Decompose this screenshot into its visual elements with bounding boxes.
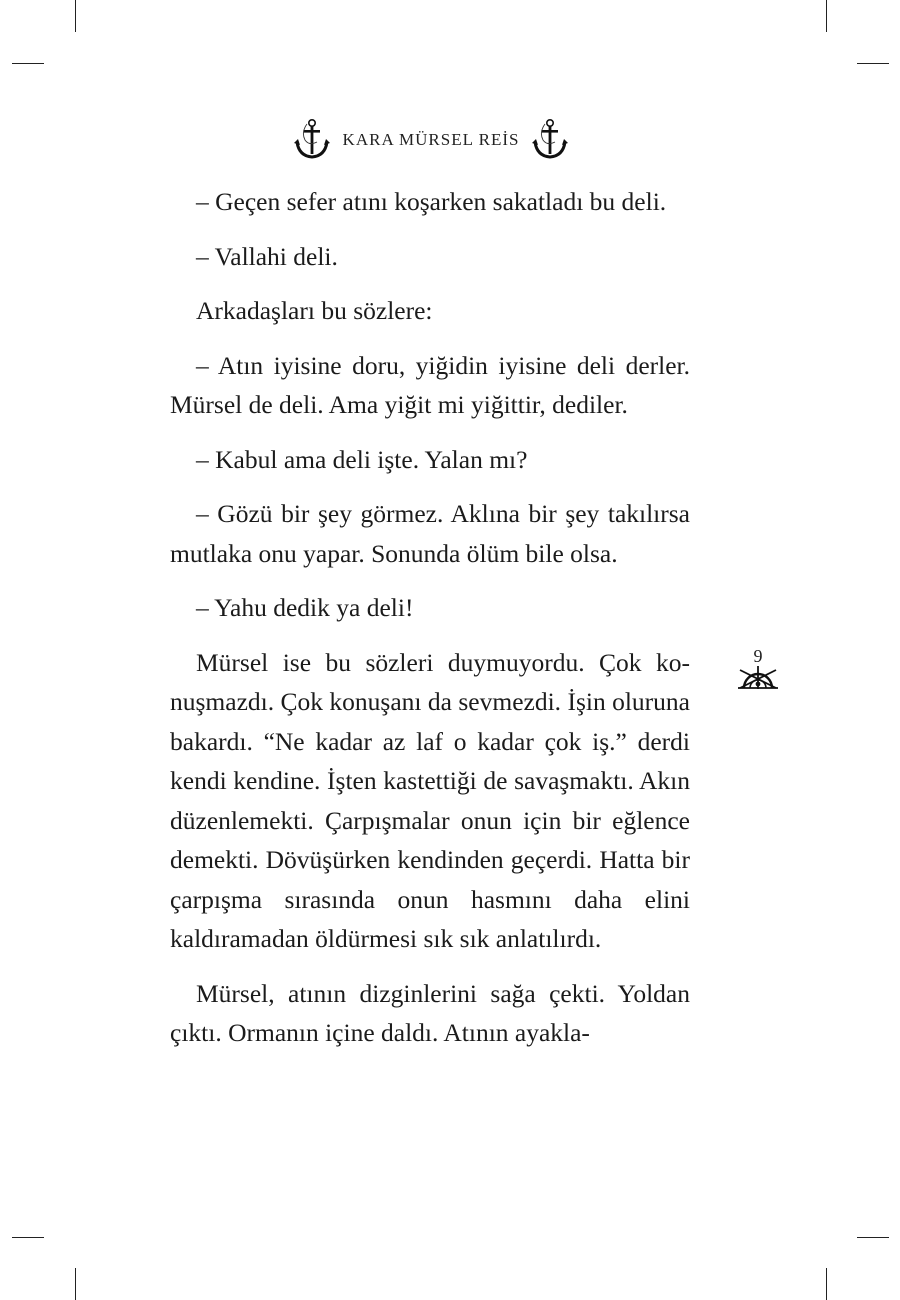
paragraph: – Yahu dedik ya deli! xyxy=(196,593,414,622)
paragraph: – Kabul ama deli işte. Yalan mı? xyxy=(196,444,528,474)
ship-wheel-icon xyxy=(738,662,778,690)
page-number-block xyxy=(732,646,784,694)
crop-mark xyxy=(12,1237,44,1238)
page-number: 9 xyxy=(753,646,763,666)
header-title: KARA MÜRSEL REİS xyxy=(342,130,520,149)
crop-mark xyxy=(857,63,889,64)
paragraph: Mürsel ise bu sözleri duymuyordu. Çok konuşmazdı. Çok konuşanı da sevmezdi. İşin oluruna bakardı. “Ne kadar az laf o kadar çok iş.” derdi kendi kendine. İşten kastettiği de savaşmaktı. Akın düzenlemekti. Çarpışmalar onun için bir eğlence demekti. Dövüşürken kendinden geçerdi. Hatta bir çarpışma sırasında onun hasmını daha elini kaldıramadan öldürmesi sık sık anlatılırdı. xyxy=(170,647,690,953)
crop-mark xyxy=(75,1268,76,1300)
crop-mark xyxy=(12,63,44,64)
crop-mark xyxy=(75,0,76,32)
paragraph: – Atın iyisine doru, yiğidin iyisine deli derler. Mürsel de deli. Ama yiğit mi yiğittir, dediler. xyxy=(170,350,690,419)
paragraph: Arkadaşları bu sözlere: xyxy=(196,296,433,325)
body-text xyxy=(170,182,690,1068)
paragraph: Mürsel, atının dizginlerini sağa çekti. Yoldan çıktı. Ormanın içine daldı. Atının ayakla- xyxy=(170,978,690,1047)
running-header xyxy=(0,118,862,162)
crop-mark xyxy=(857,1237,889,1238)
crop-mark xyxy=(826,0,827,32)
paragraph: – Gözü bir şey görmez. Aklına bir şey takılırsa mutlaka onu yapar. Sonunda ölüm bile olsa. xyxy=(170,499,690,568)
crop-mark xyxy=(826,1268,827,1300)
anchor-icon xyxy=(293,118,331,162)
paragraph: – Vallahi deli. xyxy=(196,241,338,271)
anchor-icon xyxy=(531,118,569,162)
paragraph: – Geçen sefer atını koşarken sakatladı bu deli. xyxy=(196,187,667,216)
